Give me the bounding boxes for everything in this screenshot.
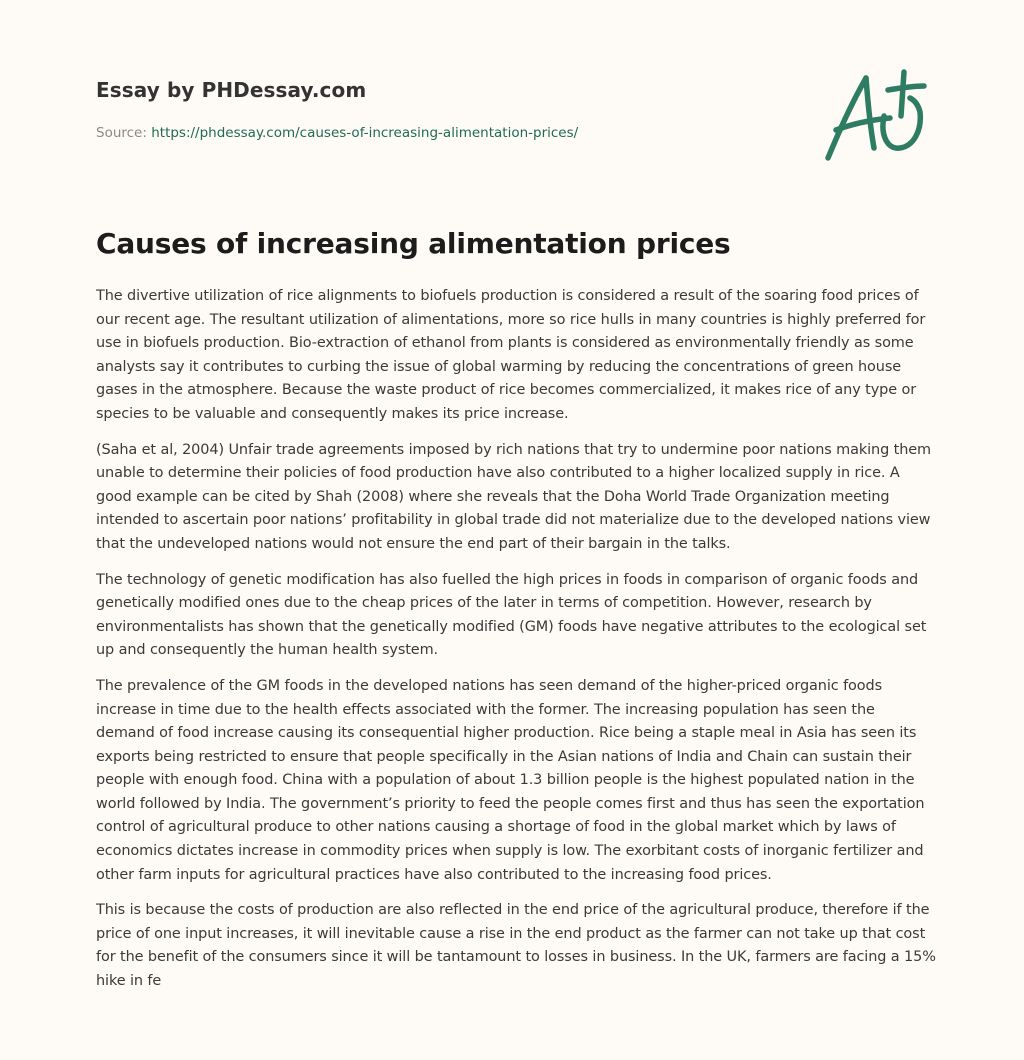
paragraph: (Saha et al, 2004) Unfair trade agreements imposed by rich nations that try to undermine poor nations making them unable to determine their policies of food production have also contributed to a higher localized supply in rice. A good example can be cited by Shah (2008) where she reveals that the Doha World Trade Organization meeting intended to ascertain poor nations’ profitability in global trade did not materialize due to the developed nations view that the undeveloped nations would not ensure the end part of their bargain in the talks. bbox=[96, 441, 932, 552]
a-plus-logo-icon bbox=[818, 64, 930, 168]
page-header bbox=[96, 76, 796, 142]
essay-body bbox=[96, 285, 936, 1006]
paragraph: This is because the costs of production are also reflected in the end price of the agricultural produce, therefore if the price of one input increases, it will inevitable cause a rise in the end product as the farmer can not take up that cost for the benefit of the consumers since it will be tantamount to losses in business. In the UK, farmers are facing a 15% hike in fe bbox=[96, 902, 936, 990]
paragraph: The technology of genetic modification has also fuelled the high prices in foods in comparison of organic foods and genetically modified ones due to the cheap prices of the later in terms of competition. However, research by environmentalists has shown that the genetically modified (GM) foods have negative attributes to the ecological set up and consequently the human health system. bbox=[96, 571, 927, 659]
site-brand: Essay by PHDessay.com bbox=[96, 78, 367, 102]
source-link[interactable]: https://phdessay.com/causes-of-increasing-alimentation-prices/ bbox=[151, 125, 579, 141]
paragraph: The divertive utilization of rice alignments to biofuels production is considered a result of the soaring food prices of our recent age. The resultant utilization of alimentations, more so rice hulls in many countries is highly preferred for use in biofuels production. Bio-extraction of ethanol from plants is considered as environmentally friendly as some analysts say it contributes to curbing the issue of global warming by reducing the concentrations of green house gases in the atmosphere. Because the waste product of rice becomes commercialized, it makes rice of any type or species to be valuable and consequently makes its price increase. bbox=[96, 288, 926, 422]
source-line bbox=[96, 124, 796, 142]
paragraph: The prevalence of the GM foods in the developed nations has seen demand of the higher-priced organic foods increase in time due to the health effects associated with the former. The increasing population has seen the demand of food increase causing its consequential higher production. Rice being a staple meal in Asia has seen its exports being restricted to ensure that people specifically in the Asian nations of India and Chain can sustain their people with enough food. China with a population of about 1.3 billion people is the highest populated nation in the world followed by India. The government’s priority to feed the people comes first and thus has seen the exportation control of agricultural produce to other nations causing a shortage of food in the global market which by laws of economics dictates increase in commodity prices when supply is low. The exorbitant costs of inorganic fertilizer and other farm inputs for agricultural practices have also contributed to the increasing food prices. bbox=[96, 677, 925, 883]
source-label: Source: bbox=[96, 125, 147, 141]
document-title: Causes of increasing alimentation prices bbox=[96, 227, 731, 260]
